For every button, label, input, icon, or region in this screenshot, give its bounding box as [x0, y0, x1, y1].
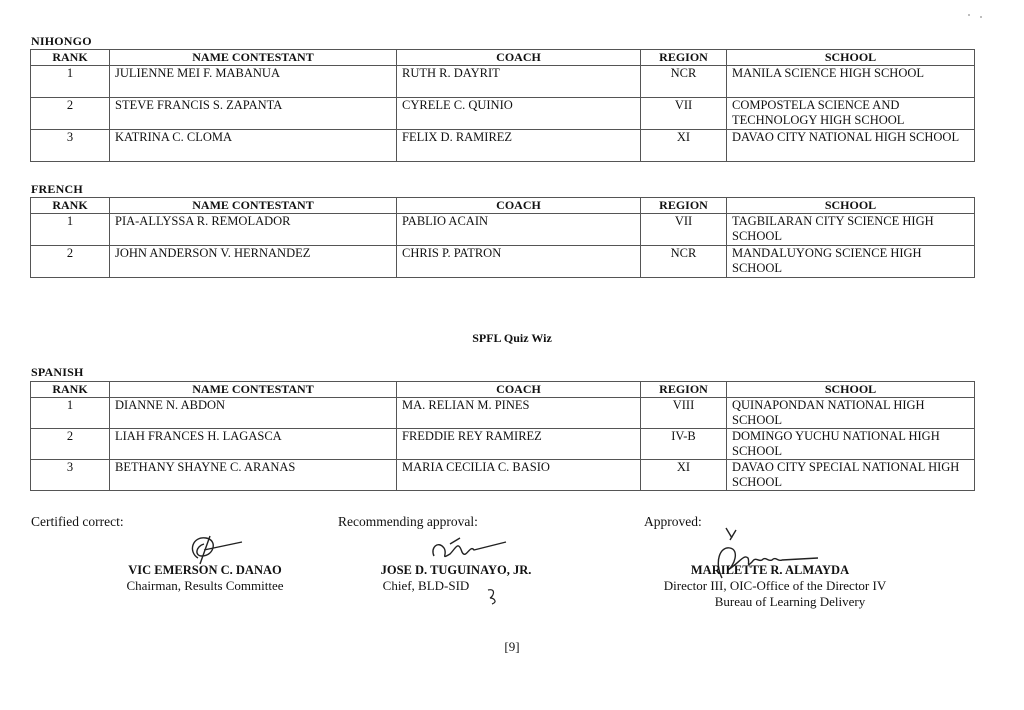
- rank-cell: 3: [31, 130, 110, 162]
- coach-cell: FREDDIE REY RAMIREZ: [397, 429, 641, 460]
- section-title-french: FRENCH: [31, 182, 83, 196]
- contestant-cell: JOHN ANDERSON V. HERNANDEZ: [110, 246, 397, 278]
- region-cell: NCR: [641, 66, 727, 98]
- recommending-caption: Recommending approval:: [338, 514, 478, 529]
- rank-cell: 1: [31, 214, 110, 246]
- coach-cell: MARIA CECILIA C. BASIO: [397, 460, 641, 491]
- recommending-name: JOSE D. TUGUINAYO, JR.: [380, 563, 532, 577]
- rank-cell: 2: [31, 246, 110, 278]
- table-row: [31, 66, 975, 98]
- region-cell: IV-B: [641, 429, 727, 460]
- certified-name: VIC EMERSON C. DANAO: [128, 563, 282, 577]
- table-header-row: [31, 382, 975, 398]
- header-school: SCHOOL: [727, 50, 975, 66]
- school-cell: MANILA SCIENCE HIGH SCHOOL: [727, 66, 975, 98]
- school-cell: COMPOSTELA SCIENCE AND TECHNOLOGY HIGH SCHOOL: [727, 98, 975, 130]
- header-coach: COACH: [397, 50, 641, 66]
- approved-title-line2: Bureau of Learning Delivery: [714, 594, 866, 609]
- coach-cell: PABLIO ACAIN: [397, 214, 641, 246]
- approved-name: MARILETTE R. ALMAYDA: [690, 563, 850, 577]
- rank-cell: 1: [31, 66, 110, 98]
- region-cell: VII: [641, 214, 727, 246]
- school-cell: DAVAO CITY NATIONAL HIGH SCHOOL: [727, 130, 975, 162]
- scan-speck: [980, 16, 982, 18]
- coach-cell: RUTH R. DAYRIT: [397, 66, 641, 98]
- rank-cell: 2: [31, 429, 110, 460]
- header-region: REGION: [641, 382, 727, 398]
- table-row: [31, 429, 975, 460]
- header-name: NAME CONTESTANT: [110, 198, 397, 214]
- table-row: [31, 460, 975, 491]
- header-rank: RANK: [31, 198, 110, 214]
- table-header-row: [31, 198, 975, 214]
- contestant-cell: STEVE FRANCIS S. ZAPANTA: [110, 98, 397, 130]
- coach-cell: FELIX D. RAMIREZ: [397, 130, 641, 162]
- school-cell: QUINAPONDAN NATIONAL HIGH SCHOOL: [727, 398, 975, 429]
- certified-caption: Certified correct:: [31, 514, 124, 529]
- header-name: NAME CONTESTANT: [110, 382, 397, 398]
- table-row: [31, 130, 975, 162]
- table-row: [31, 98, 975, 130]
- header-name: NAME CONTESTANT: [110, 50, 397, 66]
- header-rank: RANK: [31, 382, 110, 398]
- rank-cell: 1: [31, 398, 110, 429]
- region-cell: VIII: [641, 398, 727, 429]
- coach-cell: MA. RELIAN M. PINES: [397, 398, 641, 429]
- contestant-cell: JULIENNE MEI F. MABANUA: [110, 66, 397, 98]
- quiz-wiz-title: SPFL Quiz Wiz: [472, 331, 552, 345]
- spanish-table: [30, 381, 975, 491]
- recommending-title: Chief, BLD-SID: [382, 578, 470, 593]
- coach-cell: CHRIS P. PATRON: [397, 246, 641, 278]
- header-region: REGION: [641, 50, 727, 66]
- header-school: SCHOOL: [727, 198, 975, 214]
- region-cell: VII: [641, 98, 727, 130]
- nihongo-table: [30, 49, 975, 162]
- region-cell: XI: [641, 460, 727, 491]
- french-table: [30, 197, 975, 278]
- region-cell: NCR: [641, 246, 727, 278]
- contestant-cell: KATRINA C. CLOMA: [110, 130, 397, 162]
- approved-title-line1: Director III, OIC-Office of the Director IV: [663, 578, 887, 593]
- region-cell: XI: [641, 130, 727, 162]
- scan-speck: [968, 14, 970, 16]
- coach-cell: CYRELE C. QUINIO: [397, 98, 641, 130]
- table-row: [31, 214, 975, 246]
- page-number: [9]: [504, 639, 520, 654]
- school-cell: DOMINGO YUCHU NATIONAL HIGH SCHOOL: [727, 429, 975, 460]
- table-header-row: [31, 50, 975, 66]
- contestant-cell: PIA-ALLYSSA R. REMOLADOR: [110, 214, 397, 246]
- header-coach: COACH: [397, 382, 641, 398]
- rank-cell: 2: [31, 98, 110, 130]
- contestant-cell: LIAH FRANCES H. LAGASCA: [110, 429, 397, 460]
- approved-caption: Approved:: [644, 514, 702, 529]
- school-cell: DAVAO CITY SPECIAL NATIONAL HIGH SCHOOL: [727, 460, 975, 491]
- contestant-cell: DIANNE N. ABDON: [110, 398, 397, 429]
- header-region: REGION: [641, 198, 727, 214]
- school-cell: TAGBILARAN CITY SCIENCE HIGH SCHOOL: [727, 214, 975, 246]
- school-cell: MANDALUYONG SCIENCE HIGH SCHOOL: [727, 246, 975, 278]
- table-row: [31, 246, 975, 278]
- section-title-spanish: SPANISH: [31, 365, 84, 379]
- header-school: SCHOOL: [727, 382, 975, 398]
- table-row: [31, 398, 975, 429]
- header-rank: RANK: [31, 50, 110, 66]
- rank-cell: 3: [31, 460, 110, 491]
- certified-title: Chairman, Results Committee: [126, 578, 284, 593]
- section-title-nihongo: NIHONGO: [31, 34, 92, 48]
- contestant-cell: BETHANY SHAYNE C. ARANAS: [110, 460, 397, 491]
- header-coach: COACH: [397, 198, 641, 214]
